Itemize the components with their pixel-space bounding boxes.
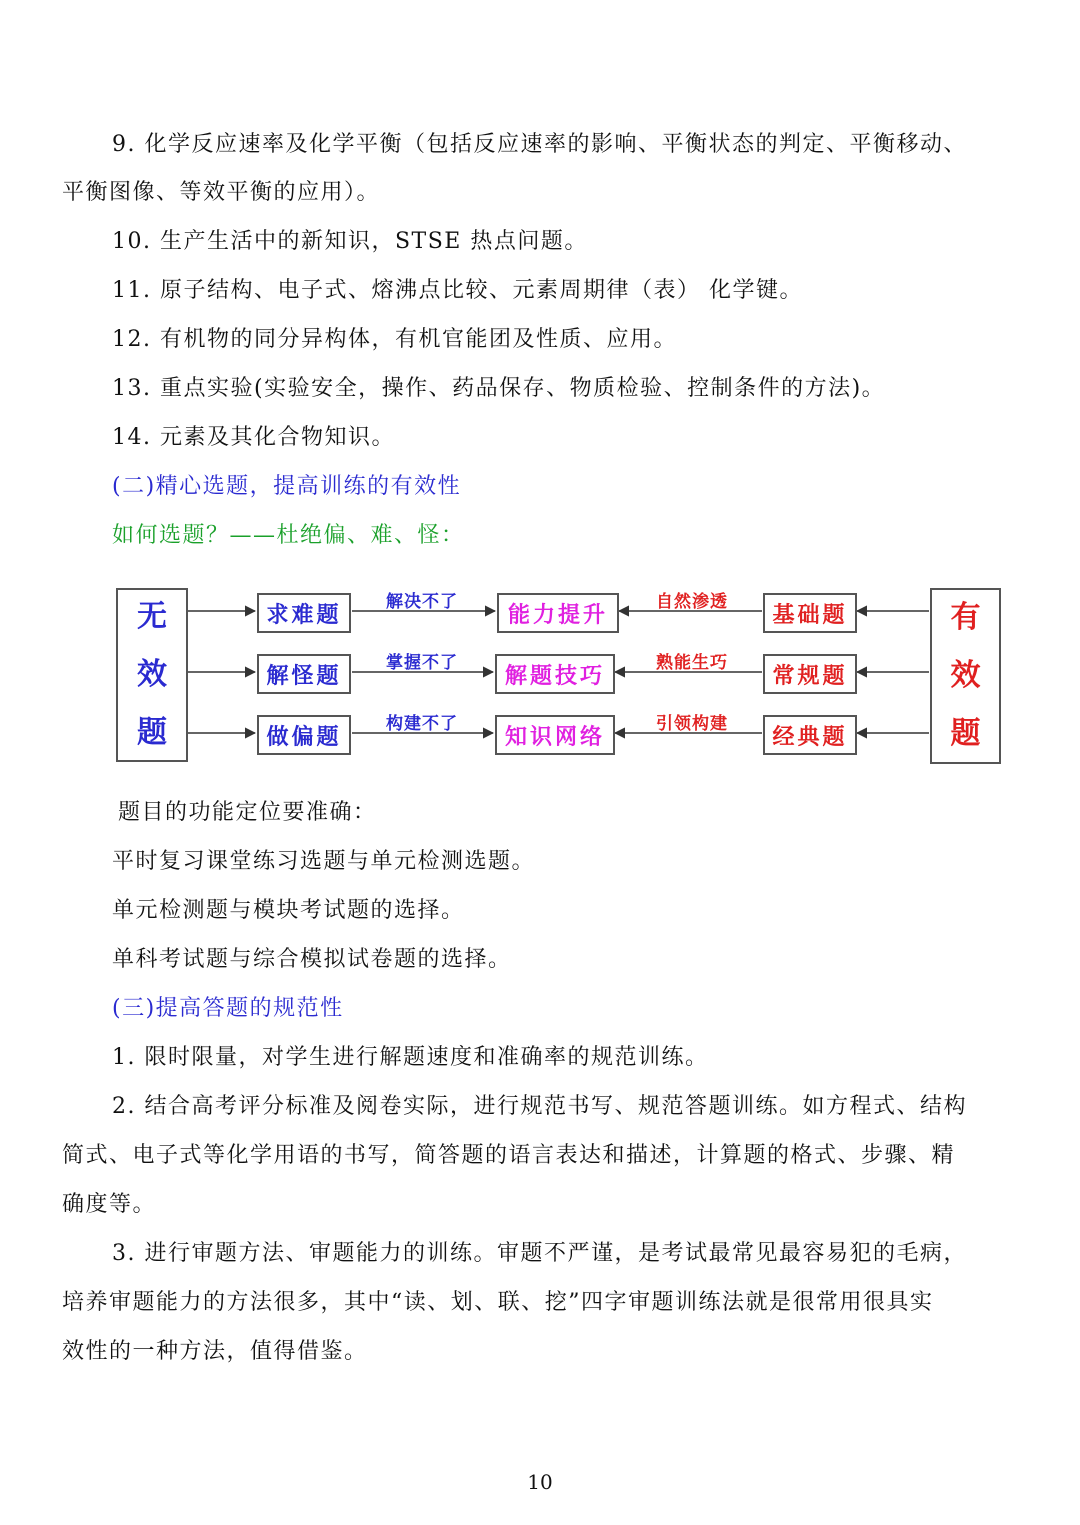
function-item-1: 平时复习课堂练习选题与单元检测选题。 xyxy=(112,849,536,874)
item-14: 14. 元素及其化合物知识。 xyxy=(112,425,395,450)
question-selection-diagram xyxy=(112,583,1002,765)
function-item-3: 单科考试题与综合模拟试卷题的选择。 xyxy=(112,947,512,972)
question-line: 如何选题？——杜绝偏、难、怪： xyxy=(112,523,465,548)
effective-char-1: 有 xyxy=(950,600,981,635)
ineffective-char-1: 无 xyxy=(137,599,167,634)
outcome-box-3: 知识网络 xyxy=(495,715,615,755)
bad-question-box-2: 解怪题 xyxy=(257,654,351,694)
effective-questions-box xyxy=(930,588,1001,764)
item-10: 10. 生产生活中的新知识，STSE 热点问题。 xyxy=(112,229,588,254)
answer-item-2-line-1: 2. 结合高考评分标准及阅卷实际，进行规范书写、规范答题训练。如方程式、结构 xyxy=(112,1094,967,1119)
right-arrow-label-1: 自然渗透 xyxy=(656,592,728,612)
ineffective-char-2: 效 xyxy=(137,657,167,692)
answer-item-2-line-3: 确度等。 xyxy=(62,1192,157,1217)
ineffective-char-3: 题 xyxy=(137,715,167,750)
outcome-box-1: 能力提升 xyxy=(497,593,619,633)
right-arrow-label-2: 熟能生巧 xyxy=(656,653,728,673)
good-question-box-2: 常规题 xyxy=(763,654,857,694)
right-arrow-label-3: 引领构建 xyxy=(656,714,728,734)
function-title: 题目的功能定位要准确： xyxy=(118,800,377,825)
answer-item-2-line-2: 简式、电子式等化学用语的书写，简答题的语言表达和描述，计算题的格式、步骤、精 xyxy=(62,1143,956,1168)
answer-item-3-line-2: 培养审题能力的方法很多，其中“读、划、联、挖”四字审题训练法就是很常用很具实 xyxy=(62,1290,934,1315)
item-12: 12. 有机物的同分异构体，有机官能团及性质、应用。 xyxy=(112,327,677,352)
answer-item-1: 1. 限时限量，对学生进行解题速度和准确率的规范训练。 xyxy=(112,1045,709,1070)
effective-char-2: 效 xyxy=(950,658,981,693)
outcome-box-2: 解题技巧 xyxy=(495,654,615,694)
bad-question-box-3: 做偏题 xyxy=(257,715,351,755)
item-13: 13. 重点实验(实验安全，操作、药品保存、物质检验、控制条件的方法)。 xyxy=(112,376,886,401)
page-number: 10 xyxy=(527,1470,553,1494)
effective-char-3: 题 xyxy=(950,716,981,751)
left-arrow-label-3: 构建不了 xyxy=(386,714,458,734)
function-item-2: 单元检测题与模块考试题的选择。 xyxy=(112,898,465,923)
left-arrow-label-1: 解决不了 xyxy=(386,592,458,612)
answer-item-3-line-1: 3. 进行审题方法、审题能力的训练。审题不严谨，是考试最常见最容易犯的毛病， xyxy=(112,1241,967,1266)
item-11: 11. 原子结构、电子式、熔沸点比较、元素周期律（表） 化学键。 xyxy=(112,278,803,303)
ineffective-questions-box xyxy=(116,588,188,762)
item-9-line-1: 9. 化学反应速率及化学平衡（包括反应速率的影响、平衡状态的判定、平衡移动、 xyxy=(112,132,967,157)
left-arrow-label-2: 掌握不了 xyxy=(386,653,458,673)
answer-item-3-line-3: 效性的一种方法，值得借鉴。 xyxy=(62,1339,368,1364)
section-heading-2: (二)精心选题，提高训练的有效性 xyxy=(112,474,462,499)
section-heading-3: (三)提高答题的规范性 xyxy=(112,996,344,1021)
good-question-box-1: 基础题 xyxy=(763,593,857,633)
good-question-box-3: 经典题 xyxy=(763,715,857,755)
bad-question-box-1: 求难题 xyxy=(257,593,351,633)
item-9-line-2: 平衡图像、等效平衡的应用）。 xyxy=(62,180,381,205)
